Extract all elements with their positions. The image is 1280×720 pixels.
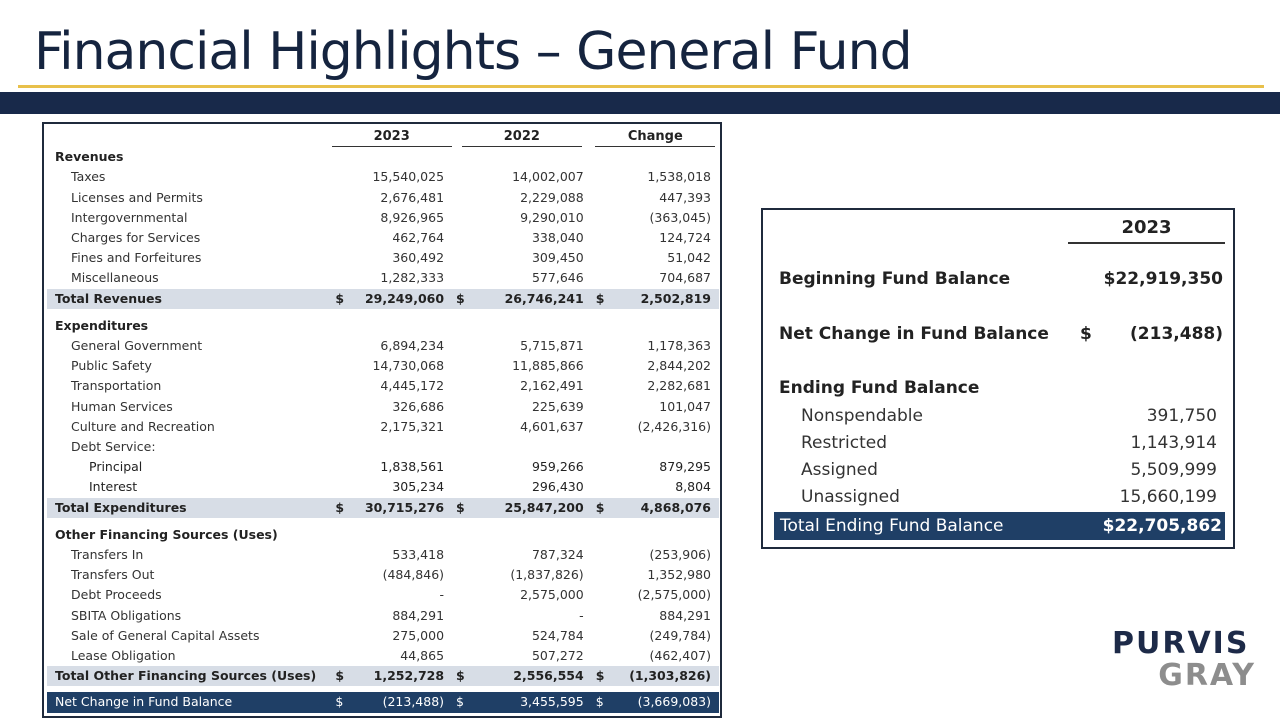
currency-symbol: $	[331, 289, 347, 309]
header-2022: 2022	[452, 127, 592, 147]
value-y2022: 2,162,491	[520, 378, 584, 394]
line-item-row	[47, 336, 719, 356]
value-y2022: 9,290,010	[520, 209, 584, 225]
currency-symbol: $	[452, 498, 467, 518]
row-label: Total Revenues	[47, 289, 331, 309]
line-item-row	[47, 208, 719, 228]
row-label: Public Safety	[71, 358, 152, 374]
currency-symbol	[331, 585, 347, 605]
currency-symbol	[592, 646, 608, 666]
currency-symbol: $	[452, 692, 467, 712]
value-change: 2,282,681	[647, 378, 711, 394]
currency-symbol	[592, 626, 608, 646]
currency-symbol	[592, 585, 608, 605]
line-item-row	[47, 545, 719, 565]
value-y2023: 8,926,965	[380, 209, 445, 225]
currency-symbol	[331, 356, 347, 376]
line-item-row	[47, 646, 719, 666]
row-label: Expenditures	[55, 317, 149, 333]
line-item-row	[47, 457, 719, 477]
unassigned-row: Unassigned 15,660,199	[801, 487, 1217, 507]
net-change-row	[779, 321, 1223, 347]
line-item-row	[47, 167, 719, 187]
currency-symbol	[452, 397, 467, 417]
currency-symbol	[452, 417, 467, 437]
currency-symbol	[452, 336, 467, 356]
value-y2023: 1,838,561	[380, 459, 445, 475]
currency-symbol	[331, 417, 347, 437]
currency-symbol: $	[592, 498, 608, 518]
value-change: 101,047	[659, 398, 711, 414]
value-y2023: 44,865	[400, 648, 445, 664]
total-ending-fund-balance-value: $22,705,862	[1102, 516, 1222, 536]
header-change: Change	[592, 127, 719, 147]
currency-symbol	[331, 248, 347, 268]
value-change: 51,042	[667, 250, 711, 266]
value-change: 1,538,018	[647, 169, 711, 185]
value-y2022	[468, 437, 592, 457]
value-y2022: (1,837,826)	[510, 567, 584, 583]
currency-symbol	[331, 606, 347, 626]
row-label: Principal	[89, 459, 143, 475]
currency-symbol: $	[592, 289, 608, 309]
ending-fund-balance-heading-row	[779, 375, 1223, 401]
value-change: 1,178,363	[647, 338, 711, 354]
beginning-fund-balance-label: Beginning Fund Balance	[779, 269, 1011, 289]
value-y2022: 2,575,000	[520, 587, 584, 603]
value-y2023: 15,540,025	[372, 169, 445, 185]
value-y2022: 3,455,595	[468, 692, 592, 712]
row-label: Debt Proceeds	[71, 587, 162, 603]
currency-symbol	[452, 585, 467, 605]
value-y2023	[347, 437, 452, 457]
value-change: (2,426,316)	[637, 418, 711, 434]
value-y2023: (484,846)	[382, 567, 445, 583]
value-change: 2,844,202	[647, 358, 711, 374]
header-2023: 2023	[331, 127, 452, 147]
row-label: Lease Obligation	[71, 648, 176, 664]
value-y2023: -	[439, 587, 445, 603]
value-y2023: 6,894,234	[380, 338, 445, 354]
currency-symbol	[331, 228, 347, 248]
currency-symbol	[592, 228, 608, 248]
value-y2022: 2,229,088	[520, 189, 584, 205]
currency-symbol	[452, 437, 467, 457]
currency-symbol	[331, 167, 347, 187]
currency-symbol	[452, 477, 467, 497]
currency-symbol	[452, 356, 467, 376]
value-y2022: 225,639	[531, 398, 584, 414]
spacer-row	[47, 518, 719, 525]
net-change-value: (213,488)	[1130, 324, 1223, 344]
nonspendable-row: Nonspendable 391,750	[801, 406, 1217, 426]
value-y2023: 4,445,172	[380, 378, 445, 394]
total-ending-fund-balance-row	[774, 512, 1225, 540]
value-change: 879,295	[659, 459, 711, 475]
currency-symbol	[331, 208, 347, 228]
currency-symbol	[592, 208, 608, 228]
currency-symbol	[331, 565, 347, 585]
value-change: (249,784)	[649, 627, 711, 643]
currency-symbol	[452, 606, 467, 626]
value-y2023: 1,282,333	[380, 270, 445, 286]
value-change: (1,303,826)	[607, 666, 719, 686]
currency-symbol	[452, 167, 467, 187]
value-change: (2,575,000)	[637, 587, 711, 603]
line-item-row	[47, 356, 719, 376]
row-label: Revenues	[55, 149, 124, 165]
currency-symbol	[331, 457, 347, 477]
row-label: Sale of General Capital Assets	[71, 627, 260, 643]
currency-symbol	[592, 188, 608, 208]
value-y2022: 959,266	[531, 459, 584, 475]
value-change: (253,906)	[649, 547, 711, 563]
line-item-row	[47, 565, 719, 585]
value-change	[607, 437, 719, 457]
row-label: Total Expenditures	[47, 498, 331, 518]
currency-symbol	[592, 565, 608, 585]
value-change: 8,804	[675, 479, 711, 495]
currency-symbol	[592, 606, 608, 626]
line-item-row	[47, 477, 719, 497]
value-y2022: 577,646	[531, 270, 584, 286]
purvis-gray-logo	[1112, 628, 1260, 692]
currency-symbol: $	[452, 666, 467, 686]
currency-symbol	[592, 417, 608, 437]
line-item-row	[47, 417, 719, 437]
row-label: SBITA Obligations	[71, 607, 182, 623]
currency-symbol	[592, 336, 608, 356]
value-y2022: 309,450	[531, 250, 584, 266]
currency-symbol: $	[592, 692, 608, 712]
value-y2022: 5,715,871	[520, 338, 584, 354]
currency-symbol	[592, 397, 608, 417]
statement-header-row	[47, 127, 719, 147]
value-y2022: 524,784	[531, 627, 584, 643]
assigned-row: Assigned 5,509,999	[801, 460, 1217, 480]
currency-symbol: $	[452, 289, 467, 309]
value-change: (462,407)	[649, 648, 711, 664]
value-y2022: 507,272	[531, 648, 584, 664]
total-row	[47, 289, 719, 309]
value-y2022: 338,040	[531, 230, 584, 246]
value-y2023: 275,000	[392, 627, 445, 643]
statement-table	[47, 127, 719, 713]
row-label: Interest	[89, 479, 138, 495]
title-underline	[18, 85, 1264, 88]
line-item-row	[47, 268, 719, 288]
fund-year-header: 2023	[1068, 214, 1225, 244]
row-label: Total Other Financing Sources (Uses)	[47, 666, 331, 686]
currency-symbol	[452, 646, 467, 666]
beginning-fund-balance-value: $22,919,350	[1103, 269, 1223, 289]
value-change: (3,669,083)	[607, 692, 719, 712]
total-row	[47, 498, 719, 518]
line-item-row	[47, 188, 719, 208]
currency-symbol	[452, 457, 467, 477]
value-y2022: 296,430	[531, 479, 584, 495]
logo-line-2: GRAY	[1158, 658, 1256, 693]
row-label: General Government	[71, 338, 203, 354]
currency-symbol	[592, 437, 608, 457]
currency-symbol	[592, 268, 608, 288]
currency-symbol	[452, 545, 467, 565]
line-item-row	[47, 606, 719, 626]
row-label: Human Services	[71, 398, 173, 414]
value-y2022: -	[579, 607, 584, 623]
section-header-row	[47, 316, 719, 336]
currency-symbol	[592, 167, 608, 187]
row-label: Transfers In	[71, 547, 144, 563]
net-change-label: Net Change in Fund Balance	[779, 324, 1049, 344]
currency-symbol: $	[592, 666, 608, 686]
currency-symbol	[592, 477, 608, 497]
section-header-row	[47, 147, 719, 167]
currency-symbol	[331, 626, 347, 646]
currency-symbol	[331, 437, 347, 457]
ending-fund-balance-label: Ending Fund Balance	[779, 378, 980, 398]
value-y2023: (213,488)	[347, 692, 452, 712]
value-y2022: 4,601,637	[520, 418, 584, 434]
row-label: Intergovernmental	[71, 209, 188, 225]
value-y2023: 462,764	[392, 230, 445, 246]
value-change: (363,045)	[649, 209, 711, 225]
restricted-row: Restricted 1,143,914	[801, 433, 1217, 453]
net-change-symbol: $	[1080, 324, 1092, 344]
spacer-row	[47, 309, 719, 316]
row-label: Other Financing Sources (Uses)	[55, 526, 278, 542]
row-label: Debt Service:	[71, 439, 156, 455]
currency-symbol	[452, 188, 467, 208]
currency-symbol	[452, 565, 467, 585]
currency-symbol	[452, 248, 467, 268]
fund-balance-summary	[761, 208, 1235, 549]
currency-symbol	[592, 356, 608, 376]
value-y2023: 29,249,060	[347, 289, 452, 309]
value-change: 704,687	[659, 270, 711, 286]
value-y2023: 533,418	[392, 547, 445, 563]
value-y2023: 2,676,481	[380, 189, 445, 205]
currency-symbol	[592, 545, 608, 565]
row-label: Licenses and Permits	[71, 189, 203, 205]
currency-symbol	[592, 376, 608, 396]
value-y2023: 2,175,321	[380, 418, 445, 434]
revenue-expenditure-statement	[42, 122, 722, 718]
currency-symbol	[331, 188, 347, 208]
net-change-row	[47, 692, 719, 712]
currency-symbol: $	[331, 498, 347, 518]
value-y2023: 326,686	[392, 398, 445, 414]
currency-symbol	[452, 626, 467, 646]
beginning-fund-balance-row	[779, 266, 1223, 292]
row-label: Culture and Recreation	[71, 418, 215, 434]
total-row	[47, 666, 719, 686]
value-y2022: 14,002,007	[512, 169, 584, 185]
logo-line-1: PURVIS	[1112, 626, 1250, 661]
value-change: 884,291	[659, 607, 711, 623]
line-item-row	[47, 397, 719, 417]
row-label: Fines and Forfeitures	[71, 250, 202, 266]
currency-symbol	[452, 208, 467, 228]
value-y2023: 305,234	[392, 479, 445, 495]
value-change: 1,352,980	[647, 567, 711, 583]
value-change: 124,724	[659, 230, 711, 246]
currency-symbol	[452, 376, 467, 396]
row-label: Taxes	[71, 169, 106, 185]
line-item-row	[47, 626, 719, 646]
value-y2022: 787,324	[531, 547, 584, 563]
currency-symbol	[331, 268, 347, 288]
value-y2022: 26,746,241	[468, 289, 592, 309]
row-label: Transfers Out	[71, 567, 155, 583]
header-band	[0, 92, 1280, 114]
currency-symbol	[592, 248, 608, 268]
currency-symbol: $	[331, 666, 347, 686]
value-y2023: 884,291	[392, 607, 445, 623]
row-label: Transportation	[71, 378, 162, 394]
section-header-row	[47, 525, 719, 545]
value-y2022: 11,885,866	[512, 358, 584, 374]
value-y2023: 360,492	[392, 250, 445, 266]
currency-symbol	[452, 268, 467, 288]
value-change: 447,393	[659, 189, 711, 205]
value-y2023: 1,252,728	[347, 666, 452, 686]
value-y2023: 30,715,276	[347, 498, 452, 518]
line-item-row	[47, 228, 719, 248]
currency-symbol	[592, 457, 608, 477]
row-label: Net Change in Fund Balance	[47, 692, 331, 712]
currency-symbol	[452, 228, 467, 248]
line-item-row	[47, 585, 719, 605]
currency-symbol	[331, 376, 347, 396]
line-item-row	[47, 437, 719, 457]
value-y2023: 14,730,068	[372, 358, 445, 374]
row-label: Miscellaneous	[71, 270, 159, 286]
value-change: 2,502,819	[607, 289, 719, 309]
page-title: Financial Highlights – General Fund	[34, 22, 912, 82]
currency-symbol: $	[331, 692, 347, 712]
currency-symbol	[331, 646, 347, 666]
line-item-row	[47, 376, 719, 396]
value-y2022: 25,847,200	[468, 498, 592, 518]
currency-symbol	[331, 397, 347, 417]
line-item-row	[47, 248, 719, 268]
row-label: Charges for Services	[71, 230, 201, 246]
currency-symbol	[331, 477, 347, 497]
value-y2022: 2,556,554	[468, 666, 592, 686]
value-change: 4,868,076	[607, 498, 719, 518]
total-ending-fund-balance-label: Total Ending Fund Balance	[780, 516, 1004, 536]
currency-symbol	[331, 336, 347, 356]
currency-symbol	[331, 545, 347, 565]
